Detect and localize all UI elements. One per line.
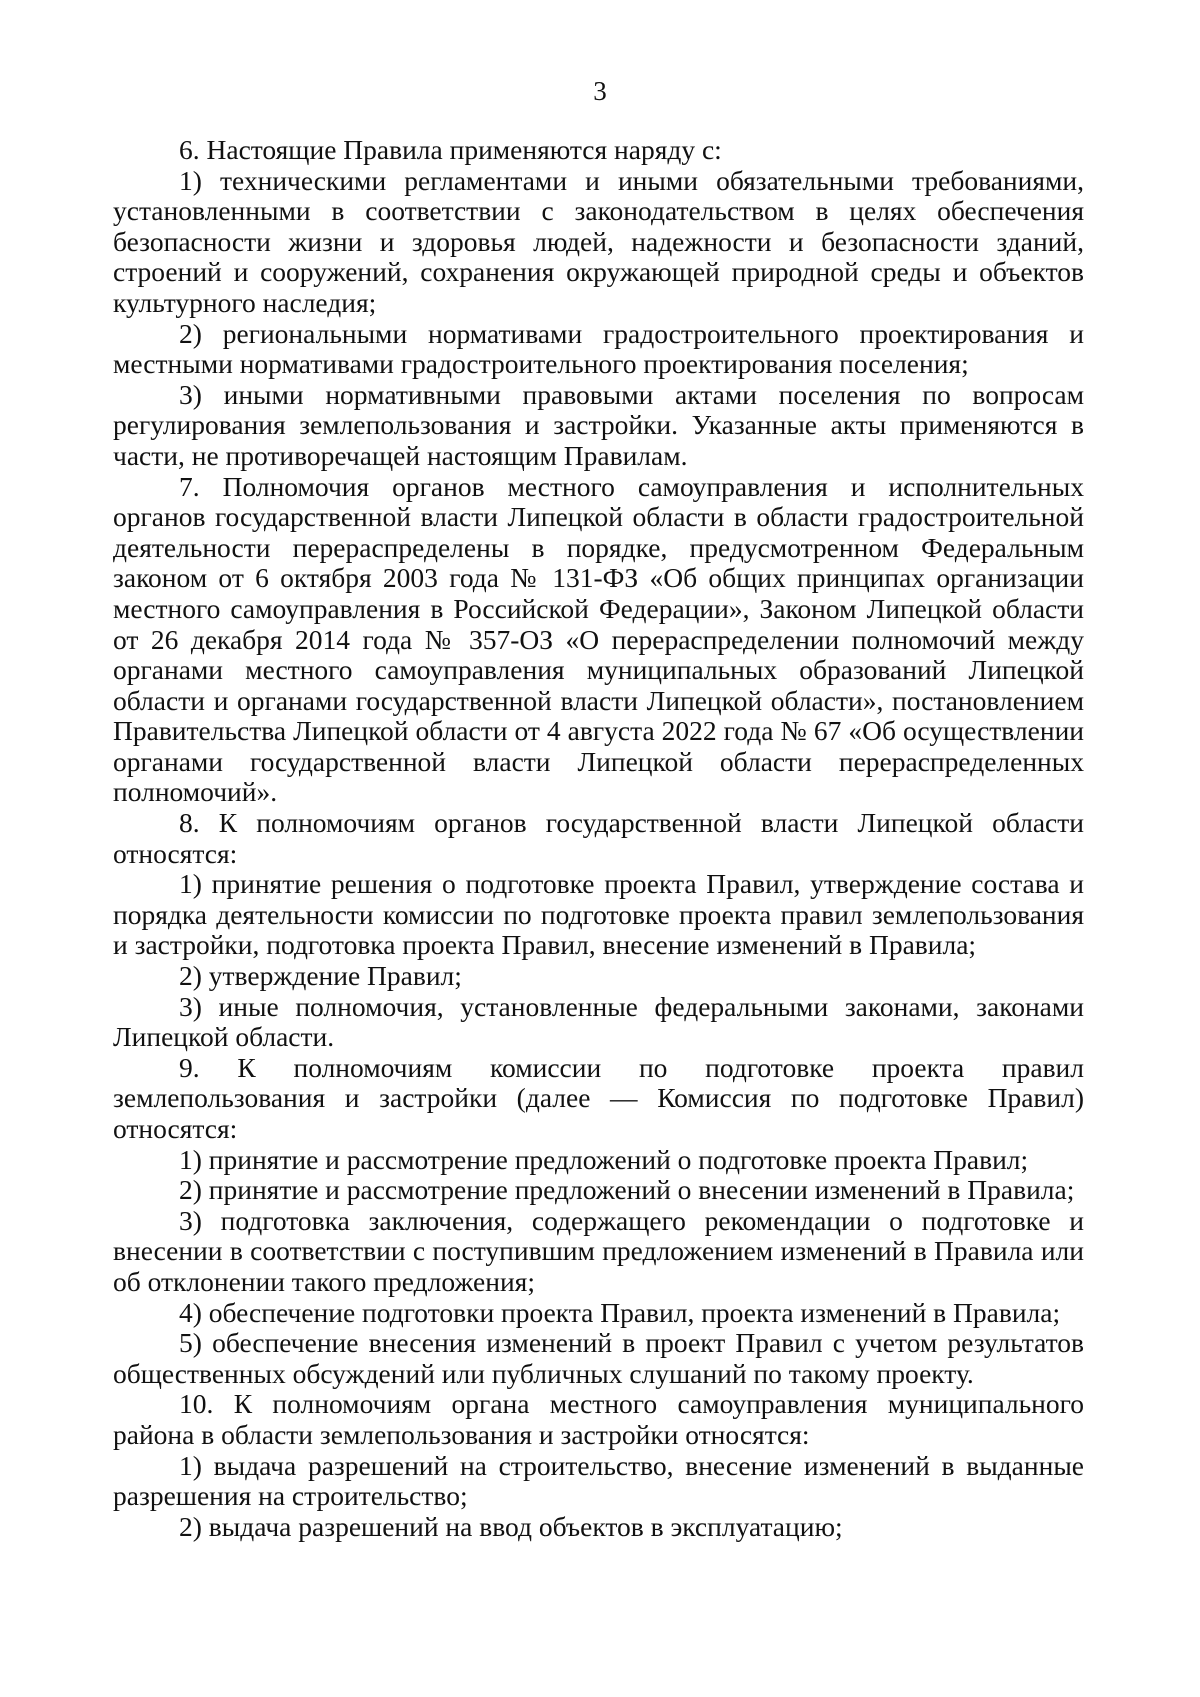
list-item-8-1: 1) принятие решения о подготовке проекта Правил, утверждение состава и порядка деятельности комиссии по подготовке проекта правил землепользования и застройки, подготовка проекта Правил, внесение изменений в Правила;	[113, 868, 1084, 961]
list-item-8-3: 3) иные полномочия, установленные федеральными законами, законами Липецкой области.	[113, 990, 1084, 1053]
list-item-6-2: 2) региональными нормативами градостроительного проектирования и местными нормативами градостроительного проектирования поселения;	[113, 317, 1084, 380]
list-item-9-5: 5) обеспечение внесения изменений в проект Правил с учетом результатов общественных обсуждений или публичных слушаний по такому проекту.	[113, 1327, 1084, 1389]
list-item-6-3: 3) иными нормативными правовыми актами поселения по вопросам регулирования землепользования и застройки. Указанные акты применяются в части, не противоречащей настоящим Правилам.	[113, 378, 1084, 471]
paragraph-9: 9. К полномочиям комиссии по подготовке проекта правил землепользования и застройки (далее — Комиссия по подготовке Правил) относятся:	[113, 1051, 1084, 1144]
list-item-9-3: 3) подготовка заключения, содержащего рекомендации о подготовке и внесении в соответствии с поступившим предложением изменений в Правила или об отклонении такого предложения;	[113, 1204, 1084, 1297]
paragraph-8: 8. К полномочиям органов государственной власти Липецкой области относятся:	[113, 807, 1084, 869]
list-item-9-4: 4) обеспечение подготовки проекта Правил, проекта изменений в Правила;	[179, 1296, 1061, 1328]
paragraph-7: 7. Полномочия органов местного самоуправления и исполнительных органов государственной власти Липецкой области в области градостроительной деятельности перераспределены в порядке, предусмотренном Федеральным законом от 6 октября 2003 года № 131-ФЗ «Об общих принципах организации местного самоуправления в Российской Федерации», Законом Липецкой области от 26 декабря 2014 года № 357-ОЗ «О перераспределении полномочий между органами местного самоуправления муниципальных образований Липецкой области и органами государственной власти Липецкой области», постановлением Правительства Липецкой области от 4 августа 2022 года № 67 «Об осуществлении органами государственной власти Липецкой области перераспределенных полномочий».	[113, 470, 1084, 808]
paragraph-10: 10. К полномочиям органа местного самоуправления муниципального района в области землепользования и застройки относятся:	[113, 1388, 1084, 1450]
list-item-9-2: 2) принятие и рассмотрение предложений о внесении изменений в Правила;	[179, 1174, 1075, 1206]
paragraph-6: 6. Настоящие Правила применяются наряду с:	[179, 134, 722, 165]
page-number: 3	[593, 76, 607, 106]
list-item-6-1: 1) техническими регламентами и иными обязательными требованиями, установленными в соответствии с законодательством в целях обеспечения безопасности жизни и здоровья людей, надежности и безопасности зданий, строений и сооружений, сохранения окружающей природной среды и объектов культурного наследия;	[113, 164, 1084, 318]
list-item-9-1: 1) принятие и рассмотрение предложений о подготовке проекта Правил;	[179, 1143, 1029, 1175]
list-item-10-2: 2) выдача разрешений на ввод объектов в эксплуатацию;	[179, 1510, 843, 1542]
list-item-8-2: 2) утверждение Правил;	[179, 960, 462, 992]
list-item-10-1: 1) выдача разрешений на строительство, внесение изменений в выданные разрешения на строительство;	[113, 1449, 1084, 1512]
document-body	[113, 135, 1084, 1542]
